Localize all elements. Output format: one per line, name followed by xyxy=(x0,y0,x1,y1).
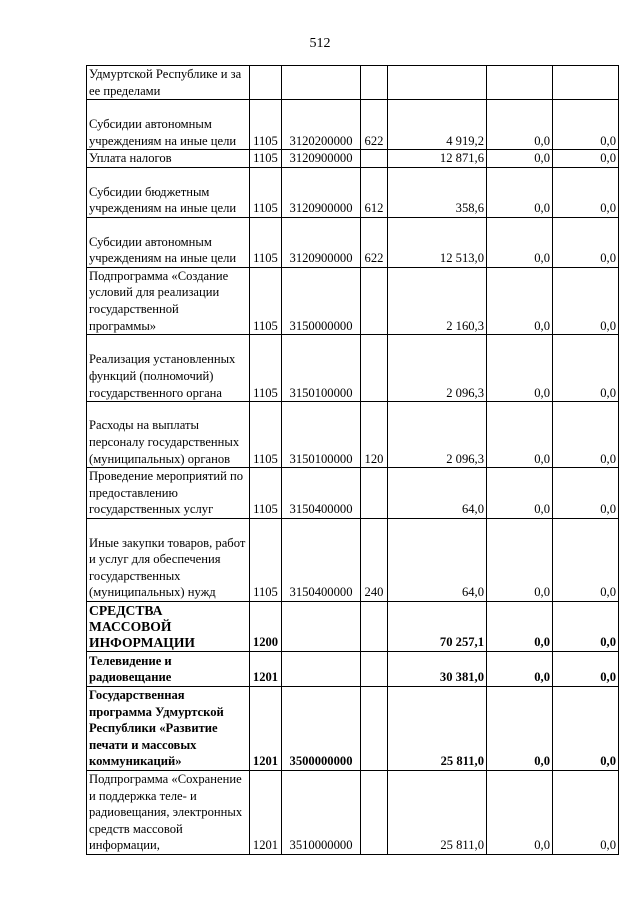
row-sum3: 0,0 xyxy=(553,686,619,770)
row-sum3: 0,0 xyxy=(553,100,619,150)
row-vid xyxy=(361,601,388,651)
row-name: Подпрограмма «Сохранение и поддержка теле- и радиовещания, электронных средств массовой информации, xyxy=(87,770,250,854)
row-sum: 4 919,2 xyxy=(388,100,487,150)
budget-table xyxy=(86,65,619,855)
row-name: Удмуртской Республике и за ее пределами xyxy=(87,66,250,100)
row-sum2: 0,0 xyxy=(487,770,553,854)
row-sum2: 0,0 xyxy=(487,518,553,601)
row-section: 1105 xyxy=(250,150,282,168)
row-name: Подпрограмма «Создание условий для реализации государственной программы» xyxy=(87,267,250,334)
row-name: Государственная программа Удмуртской Республики «Развитие печати и массовых коммуникаций» xyxy=(87,686,250,770)
table-row xyxy=(87,651,619,686)
row-name: Субсидии автономным учреждениям на иные цели xyxy=(87,217,250,267)
row-sum3: 0,0 xyxy=(553,518,619,601)
row-sum3: 0,0 xyxy=(553,167,619,217)
row-sum3 xyxy=(553,66,619,100)
row-section: 1105 xyxy=(250,100,282,150)
row-sum3: 0,0 xyxy=(553,468,619,519)
row-vid xyxy=(361,651,388,686)
row-sum: 2 160,3 xyxy=(388,267,487,334)
row-section: 1105 xyxy=(250,518,282,601)
row-name: Расходы на выплаты персоналу государственных (муниципальных) органов xyxy=(87,402,250,468)
row-target: 3120900000 xyxy=(282,150,361,168)
row-sum2: 0,0 xyxy=(487,601,553,651)
row-sum: 70 257,1 xyxy=(388,601,487,651)
row-sum2: 0,0 xyxy=(487,167,553,217)
row-sum: 2 096,3 xyxy=(388,402,487,468)
row-vid: 612 xyxy=(361,167,388,217)
table-row xyxy=(87,167,619,217)
row-vid: 120 xyxy=(361,402,388,468)
row-name: Иные закупки товаров, работ и услуг для обеспечения государственных (муниципальных) нужд xyxy=(87,518,250,601)
row-section: 1201 xyxy=(250,651,282,686)
row-vid: 622 xyxy=(361,100,388,150)
row-target: 3510000000 xyxy=(282,770,361,854)
row-target: 3120200000 xyxy=(282,100,361,150)
row-sum: 25 811,0 xyxy=(388,770,487,854)
row-sum: 64,0 xyxy=(388,468,487,519)
row-sum2 xyxy=(487,66,553,100)
row-section: 1105 xyxy=(250,267,282,334)
row-sum3: 0,0 xyxy=(553,651,619,686)
row-section xyxy=(250,66,282,100)
row-sum2: 0,0 xyxy=(487,402,553,468)
row-sum2: 0,0 xyxy=(487,100,553,150)
row-section: 1201 xyxy=(250,686,282,770)
row-sum2: 0,0 xyxy=(487,267,553,334)
row-sum xyxy=(388,66,487,100)
row-sum3: 0,0 xyxy=(553,601,619,651)
row-sum: 64,0 xyxy=(388,518,487,601)
row-vid xyxy=(361,66,388,100)
row-sum: 25 811,0 xyxy=(388,686,487,770)
row-vid: 622 xyxy=(361,217,388,267)
row-name: Уплата налогов xyxy=(87,150,250,168)
row-sum3: 0,0 xyxy=(553,267,619,334)
row-target: 3150100000 xyxy=(282,402,361,468)
row-sum: 358,6 xyxy=(388,167,487,217)
row-section: 1201 xyxy=(250,770,282,854)
row-name: СРЕДСТВА МАССОВОЙ ИНФОРМАЦИИ xyxy=(87,601,250,651)
row-sum: 12 513,0 xyxy=(388,217,487,267)
row-section: 1200 xyxy=(250,601,282,651)
row-name: Реализация установленных функций (полномочий) государственного органа xyxy=(87,335,250,402)
row-section: 1105 xyxy=(250,167,282,217)
table-row xyxy=(87,267,619,334)
row-sum2: 0,0 xyxy=(487,150,553,168)
row-sum3: 0,0 xyxy=(553,217,619,267)
row-target: 3120900000 xyxy=(282,167,361,217)
row-sum2: 0,0 xyxy=(487,217,553,267)
table-row xyxy=(87,217,619,267)
table-row xyxy=(87,66,619,100)
table-row xyxy=(87,150,619,168)
row-vid: 240 xyxy=(361,518,388,601)
row-section: 1105 xyxy=(250,402,282,468)
row-name: Проведение мероприятий по предоставлению государственных услуг xyxy=(87,468,250,519)
row-vid xyxy=(361,267,388,334)
row-sum3: 0,0 xyxy=(553,770,619,854)
row-sum3: 0,0 xyxy=(553,402,619,468)
page-number: 512 xyxy=(309,36,331,51)
row-vid xyxy=(361,770,388,854)
table-row xyxy=(87,518,619,601)
row-sum: 30 381,0 xyxy=(388,651,487,686)
row-target: 3500000000 xyxy=(282,686,361,770)
table-row xyxy=(87,601,619,651)
table-row xyxy=(87,686,619,770)
row-target: 3150400000 xyxy=(282,518,361,601)
row-sum3: 0,0 xyxy=(553,335,619,402)
row-target xyxy=(282,66,361,100)
row-sum2: 0,0 xyxy=(487,651,553,686)
row-target: 3120900000 xyxy=(282,217,361,267)
row-target: 3150400000 xyxy=(282,468,361,519)
row-vid xyxy=(361,686,388,770)
row-name: Субсидии автономным учреждениям на иные цели xyxy=(87,100,250,150)
row-vid xyxy=(361,335,388,402)
table-row xyxy=(87,402,619,468)
row-target xyxy=(282,601,361,651)
row-section: 1105 xyxy=(250,335,282,402)
table-row xyxy=(87,335,619,402)
row-sum: 2 096,3 xyxy=(388,335,487,402)
row-target: 3150100000 xyxy=(282,335,361,402)
row-name: Субсидии бюджетным учреждениям на иные цели xyxy=(87,167,250,217)
row-vid xyxy=(361,150,388,168)
row-sum2: 0,0 xyxy=(487,686,553,770)
table-row xyxy=(87,100,619,150)
row-name: Телевидение и радиовещание xyxy=(87,651,250,686)
table-row xyxy=(87,468,619,519)
table-row xyxy=(87,770,619,854)
row-sum2: 0,0 xyxy=(487,335,553,402)
row-sum: 12 871,6 xyxy=(388,150,487,168)
row-target: 3150000000 xyxy=(282,267,361,334)
row-sum2: 0,0 xyxy=(487,468,553,519)
row-section: 1105 xyxy=(250,468,282,519)
row-sum3: 0,0 xyxy=(553,150,619,168)
row-target xyxy=(282,651,361,686)
row-section: 1105 xyxy=(250,217,282,267)
row-vid xyxy=(361,468,388,519)
